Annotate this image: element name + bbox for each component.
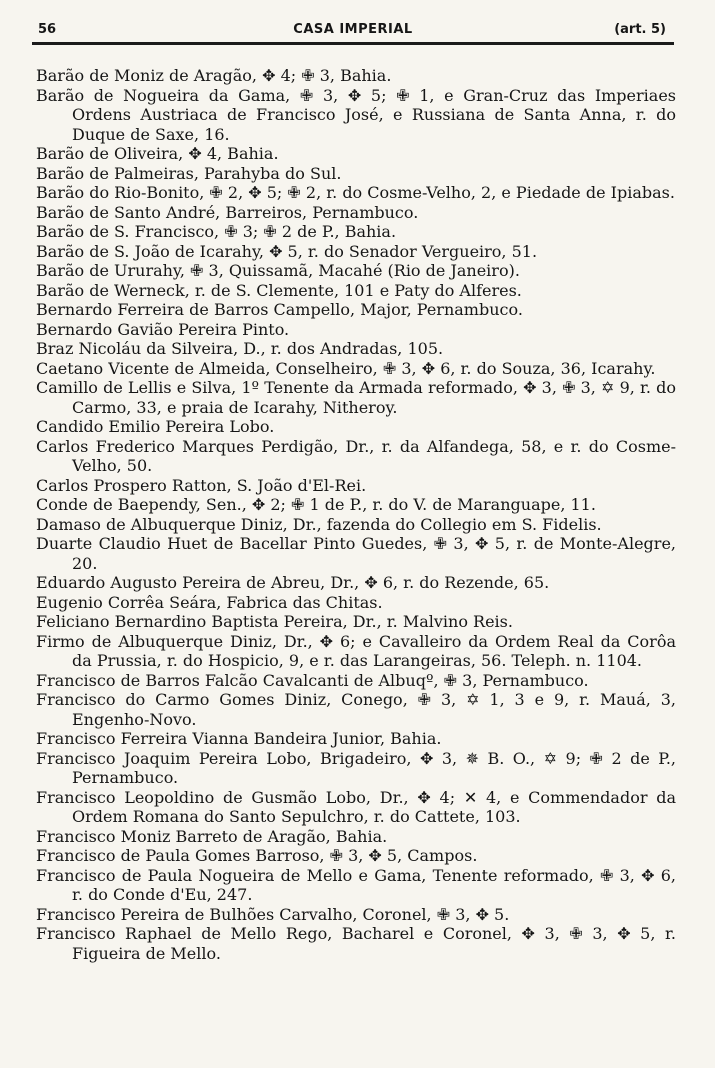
list-item: Eduardo Augusto Pereira de Abreu, Dr., ✥ 6, r. do Rezende, 65. [36, 573, 550, 592]
header-rule [32, 42, 674, 45]
list-item: Braz Nicoláu da Silveira, D., r. dos Andradas, 105. [36, 339, 444, 358]
running-header [32, 22, 674, 42]
list-item: Francisco de Paula Nogueira de Mello e Gama, Tenente reformado, ✙ 3, ✥ 6, r. do Conde d'Eu, 247. [36, 865, 676, 904]
list-item: Bernardo Ferreira de Barros Campello, Major, Pernambuco. [36, 300, 523, 319]
list-item: Francisco de Barros Falcão Cavalcanti de Albuqº, ✙ 3, Pernambuco. [36, 670, 589, 690]
list-item: Barão de Santo André, Barreiros, Pernambuco. [36, 202, 419, 222]
list-item: Conde de Baependy, Sen., ✥ 2; ✙ 1 de P., r. do V. de Maranguape, 11. [36, 495, 596, 514]
list-item: Francisco Pereira de Bulhões Carvalho, Coronel, ✙ 3, ✥ 5. [36, 904, 510, 924]
list-item: Barão de S. Francisco, ✙ 3; ✙ 2 de P., Bahia. [36, 222, 397, 241]
list-item: Barão de Ururahy, ✙ 3, Quissamã, Macahé (Rio de Janeiro). [36, 261, 520, 280]
list-item: Feliciano Bernardino Baptista Pereira, Dr., r. Malvino Reis. [36, 612, 513, 631]
list-item: Candido Emilio Pereira Lobo. [36, 417, 275, 436]
list-item: Barão de S. João de Icarahy, ✥ 5, r. do Senador Vergueiro, 51. [36, 241, 538, 261]
list-item: Francisco Joaquim Pereira Lobo, Brigadeiro, ✥ 3, ✵ B. O., ✡ 9; ✙ 2 de P., Pernambuco. [36, 748, 676, 787]
list-item: Damaso de Albuquerque Diniz, Dr., fazenda do Collegio em S. Fidelis. [36, 514, 602, 534]
list-item: Barão de Palmeiras, Parahyba do Sul. [36, 163, 342, 183]
list-item: Bernardo Gavião Pereira Pinto. [36, 319, 290, 339]
list-item: Carlos Frederico Marques Perdigão, Dr., r. da Alfandega, 58, e r. do Cosme-Velho, 50. [36, 436, 676, 475]
list-item: Barão de Moniz de Aragão, ✥ 4; ✙ 3, Bahia. [36, 66, 392, 85]
page-number: 56 [38, 22, 57, 37]
entry-list [28, 66, 676, 963]
page-title: CASA IMPERIAL [293, 22, 413, 37]
list-item: Carlos Prospero Ratton, S. João d'El-Rei. [36, 475, 367, 495]
list-item: Camillo de Lellis e Silva, 1º Tenente da Armada reformado, ✥ 3, ✙ 3, ✡ 9, r. do Carmo, 33, e praia de Icarahy, Nitheroy. [36, 378, 676, 417]
list-item: Francisco do Carmo Gomes Diniz, Conego, ✙ 3, ✡ 1, 3 e 9, r. Mauá, 3, Engenho-Novo. [36, 690, 676, 729]
list-item: Francisco Moniz Barreto de Aragão, Bahia. [36, 826, 388, 846]
list-item: Eugenio Corrêa Seára, Fabrica das Chitas. [36, 592, 383, 612]
list-item: Caetano Vicente de Almeida, Conselheiro, ✙ 3, ✥ 6, r. do Souza, 36, Icarahy. [36, 358, 656, 378]
list-item: Barão do Rio-Bonito, ✙ 2, ✥ 5; ✙ 2, r. do Cosme-Velho, 2, e Piedade de Ipiabas. [36, 183, 675, 202]
list-item: Duarte Claudio Huet de Bacellar Pinto Guedes, ✙ 3, ✥ 5, r. de Monte-Alegre, 20. [36, 534, 676, 573]
list-item: Firmo de Albuquerque Diniz, Dr., ✥ 6; e Cavalleiro da Ordem Real da Corôa da Prussia, r. do Hospicio, 9, e r. das Larangeiras, 56. Teleph. n. 1104. [36, 631, 676, 670]
list-item: Francisco Ferreira Vianna Bandeira Junior, Bahia. [36, 729, 442, 748]
list-item: Francisco Raphael de Mello Rego, Bacharel e Coronel, ✥ 3, ✙ 3, ✥ 5, r. Figueira de Mello. [36, 924, 676, 963]
list-item: Francisco Leopoldino de Gusmão Lobo, Dr., ✥ 4; ✕ 4, e Commendador da Ordem Romana do Santo Sepulchro, r. do Cattete, 103. [36, 787, 676, 826]
list-item: Barão de Werneck, r. de S. Clemente, 101 e Paty do Alferes. [36, 280, 522, 300]
list-item: Francisco de Paula Gomes Barroso, ✙ 3, ✥ 5, Campos. [36, 846, 478, 865]
section-reference: (art. 5) [614, 22, 666, 37]
list-item: Barão de Oliveira, ✥ 4, Bahia. [36, 144, 279, 163]
list-item: Barão de Nogueira da Gama, ✙ 3, ✥ 5; ✙ 1, e Gran-Cruz das Imperiaes Ordens Austriaca de Francisco José, e Russiana de Santa Anna, r. do Duque de Saxe, 16. [36, 85, 676, 144]
